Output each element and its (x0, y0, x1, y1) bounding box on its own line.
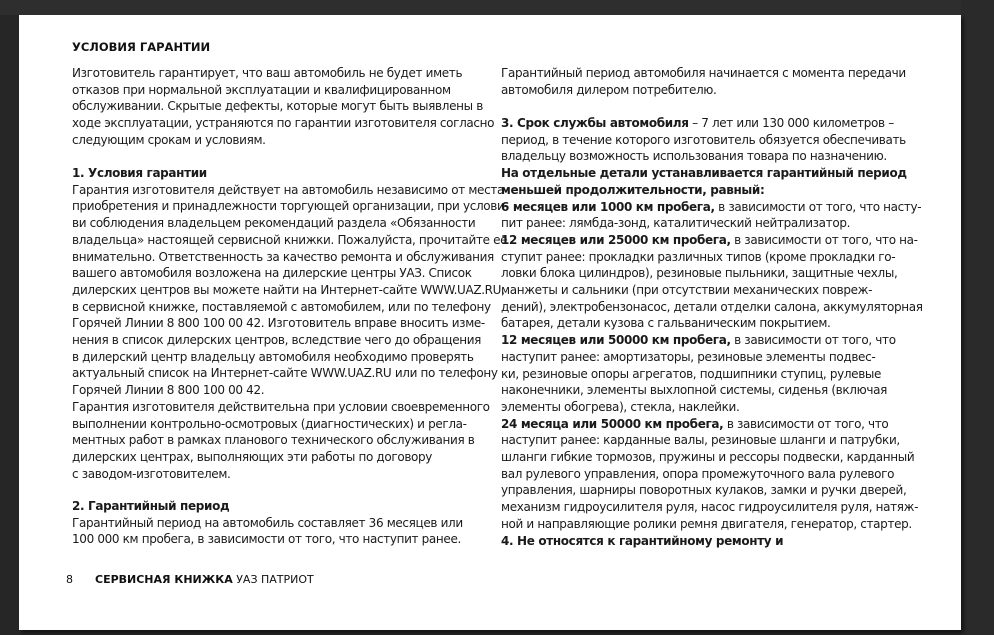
text-line: манжеты и сальники (при отсутствии механических повреж- (501, 283, 873, 298)
text-line: дений), электробензонасос, детали отделки салона, аккумуляторная (501, 299, 923, 314)
group-title: 12 месяцев или 50000 км пробега, (501, 333, 731, 348)
text-line: Гарантия изготовителя действует на автомобиль независимо от места (72, 182, 504, 197)
text-line: ки, резиновые опоры агрегатов, подшипники ступиц, рулевые (501, 366, 882, 381)
text-line: нения в список дилерских центров, вследствие чего до обращения (72, 333, 482, 348)
group-title: 6 месяцев или 1000 км пробега, (501, 199, 715, 214)
text-line: Изготовитель гарантирует, что ваш автомобиль не будет иметь (72, 66, 463, 80)
text-line (501, 232, 918, 249)
text-line: Горячей Линии 8 800 100 00 42. (72, 383, 265, 398)
text-line (501, 416, 915, 433)
text-line: владельцу возможность использования товара по назначению. (501, 149, 887, 164)
inline-text: в зависимости от того, что (723, 416, 889, 431)
group-title: 24 месяца или 50000 км пробега, (501, 416, 724, 431)
text-line: вашего автомобиля возложена на дилерские центры УАЗ. Список (72, 266, 472, 281)
viewer-toolbar-strip (0, 0, 994, 15)
warranty-start-paragraph (501, 65, 915, 98)
text-line: приобретения и принадлежности торгующей организации, при услови- (72, 199, 509, 214)
intro-paragraph (72, 65, 495, 149)
text-line: шланги гибкие тормозов, пружины и рессоры подвески, карданный (501, 450, 915, 465)
inline-text: в зависимости от того, что насту- (714, 199, 922, 214)
text-line: Гарантия изготовителя действительна при условии своевременного (72, 399, 490, 414)
text-line: отказов при нормальной эксплуатации и квалифицированном (72, 82, 451, 97)
text-line: дилерских центрах, выполняющих эти работы по договору (72, 449, 433, 464)
section-warranty-period (72, 498, 492, 548)
group-title: 12 месяцев или 25000 км пробега, (501, 232, 731, 247)
detail-title-line: меньшей продолжительности, равный: (501, 182, 765, 197)
text-line: автомобиля дилером потребителю. (501, 82, 717, 97)
page-footer (66, 573, 314, 586)
text-line: период, в течение которого изготовитель обязуется обеспечивать (501, 132, 906, 147)
text-line: 100 000 км пробега, в зависимости от того, что наступит ранее. (72, 532, 461, 547)
text-line (501, 199, 922, 216)
detail-title-line: На отдельные детали устанавливается гарантийный период (501, 166, 907, 181)
document-page (19, 15, 961, 630)
text-line: в дилерский центр владельцу автомобиля необходимо проверять (72, 349, 474, 364)
section-title: 4. Не относятся к гарантийному ремонту и (501, 533, 784, 548)
section-service-life (501, 115, 923, 549)
text-line: дилерских центров вы можете найти на Интернет-сайте WWW.UAZ.RU, (72, 282, 505, 297)
text-line: Гарантийный период автомобиля начинается с момента передачи (501, 66, 906, 80)
text-line: ходе эксплуатации, устраняются по гарантии изготовителя согласно (72, 116, 495, 131)
text-line: механизм гидроусилителя руля, насос гидроусилителя руля, натяж- (501, 500, 919, 515)
section-title: 2. Гарантийный период (72, 499, 230, 513)
footer-title-rest: УАЗ ПАТРИОТ (232, 573, 314, 586)
inline-text: – 7 лет или 130 000 километров – (688, 116, 894, 130)
text-line: следующим срокам и условиям. (72, 132, 266, 147)
text-line: батарея, детали кузова с гальваническим покрытием. (501, 316, 831, 331)
inline-text: в зависимости от того, что (730, 333, 896, 348)
text-line: наступит ранее: карданные валы, резиновые шланги и патрубки, (501, 433, 900, 448)
text-line: наступит ранее: амортизаторы, резиновые элементы подвес- (501, 349, 876, 364)
text-line: Горячей Линии 8 800 100 00 42. Изготовитель вправе вносить изме- (72, 316, 485, 331)
section-warranty-conditions (72, 165, 509, 482)
page-heading: УСЛОВИЯ ГАРАНТИИ (72, 40, 211, 54)
text-line: ловки блока цилиндров), резиновые пыльники, защитные чехлы, (501, 266, 898, 281)
text-line: Гарантийный период на автомобиль составляет 36 месяцев или (72, 515, 463, 530)
text-line: управления, шарниры поворотных кулаков, замки и ручки дверей, (501, 483, 907, 498)
text-line: пит ранее: лямбда-зонд, каталитический нейтрализатор. (501, 216, 851, 231)
viewer-scroll-gutter[interactable] (961, 0, 994, 635)
text-line: обслуживании. Скрытые дефекты, которые могут быть выявлены в (72, 99, 483, 114)
inline-text: в зависимости от того, что на- (730, 232, 918, 247)
text-line: актуальный список на Интернет-сайте WWW.UAZ.RU или по телефону (72, 366, 498, 381)
text-line: ступит ранее: прокладки различных типов (кроме прокладки го- (501, 249, 896, 264)
section-title: 1. Условия гарантии (72, 166, 207, 180)
text-line (501, 332, 915, 349)
text-line: в сервисной книжке, поставляемой с автомобилем, или по телефону (72, 299, 491, 314)
text-line: ментных работ в рамках планового технического обслуживания в (72, 433, 475, 448)
text-line: ви соблюдения владельцем рекомендаций раздела «Обязанности (72, 216, 476, 231)
text-line: владельца» настоящей сервисной книжки. Пожалуйста, прочитайте ее (72, 232, 508, 247)
text-line: вал рулевого управления, опора промежуточного вала рулевого (501, 466, 895, 481)
text-line: элементы обогрева), стекла, наклейки. (501, 399, 740, 414)
text-line: ной и направляющие ролики ремня двигателя, генератор, стартер. (501, 516, 912, 531)
text-line: наконечники, элементы выхлопной системы, сиденья (включая (501, 383, 887, 398)
text-line (501, 115, 915, 132)
section-title: 3. Срок службы автомобиля (501, 116, 689, 130)
text-line: внимательно. Ответственность за качество ремонта и обслуживания (72, 249, 494, 264)
footer-title-bold: СЕРВИСНАЯ КНИЖКА (95, 573, 233, 586)
page-number: 8 (66, 573, 73, 586)
text-line: с заводом-изготовителем. (72, 466, 231, 481)
text-line: выполнении контрольно-осмотровых (диагностических) и регла- (72, 416, 467, 431)
